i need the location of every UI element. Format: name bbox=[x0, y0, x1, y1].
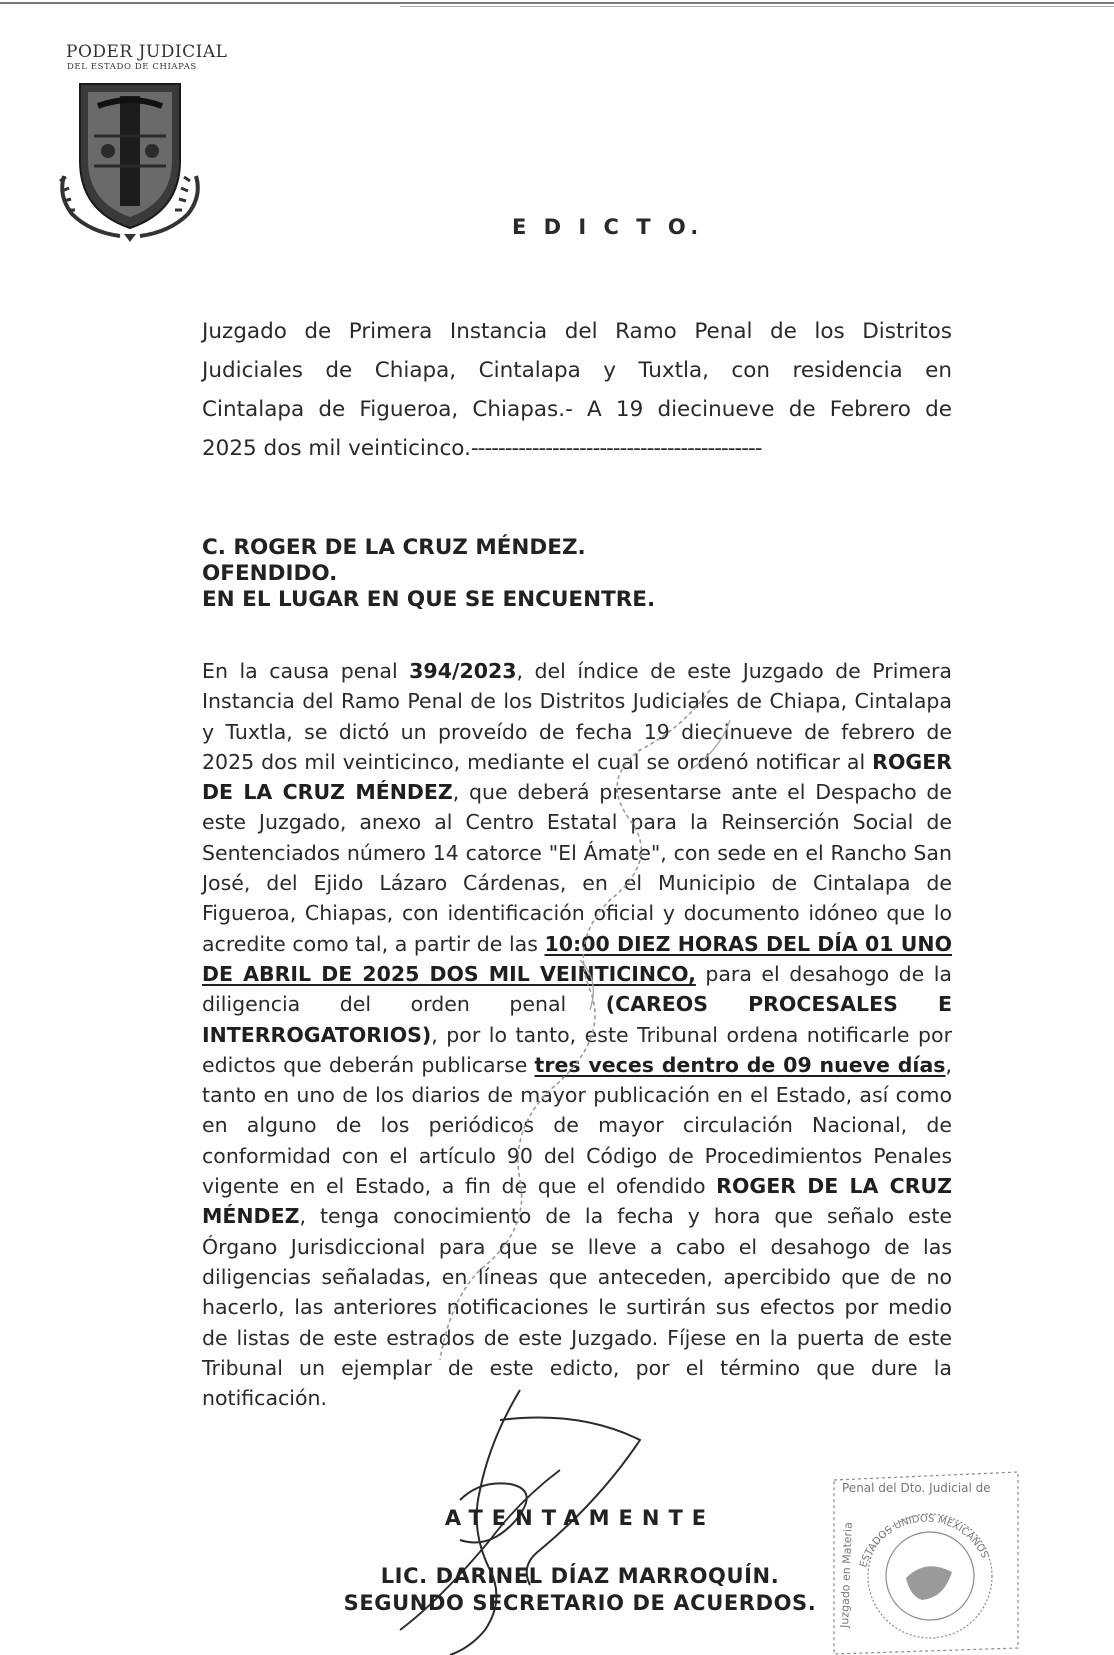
page-top-edge-line bbox=[400, 6, 1114, 7]
stamp-top-text: Penal del Dto. Judicial de bbox=[842, 1481, 991, 1495]
heading-dashes: ------------------------------------------- bbox=[470, 436, 762, 461]
page-top-edge bbox=[0, 2, 1114, 4]
logo-title: PODER JUDICIAL bbox=[66, 42, 228, 62]
signer-name: LIC. DARINEL DÍAZ MARROQUÍN. bbox=[380, 1564, 780, 1588]
body-text-3: , que deberá presentarse ante el Despacho de este Juzgado, anexo al Centro Estatal para la Reinserción Social de Sentenciados número 14 catorce "El Ámate", con sede en el Rancho San José, del Ejido Lázaro Cárdenas, en el Municipio de Cintalapa de Figueroa, Chiapas, con identificación oficial y documento idóneo que lo acredite como tal, a partir de las bbox=[202, 780, 952, 956]
addressee-name: C. ROGER DE LA CRUZ MÉNDEZ. bbox=[202, 535, 586, 560]
heading-line-2: Judiciales de Chiapa, Cintalapa y Tuxtla, con residencia en bbox=[202, 358, 952, 383]
court-heading bbox=[202, 312, 952, 468]
body-text-4: para el desahogo de la diligencia del orden penal bbox=[202, 961, 952, 1017]
heading-date: 2025 dos mil veinticinco. bbox=[202, 436, 471, 461]
svg-text:ESTADOS UNIDOS MEXICANOS bbox=[858, 1514, 990, 1569]
addressee-block bbox=[202, 535, 655, 613]
watermark-scribble bbox=[380, 660, 800, 1460]
body-text-1: En la causa penal bbox=[202, 659, 410, 683]
addressee-location: EN EL LUGAR EN QUE SE ENCUENTRE. bbox=[202, 587, 656, 612]
body-text-7: , tenga conocimiento de la fecha y hora que señalo este Órgano Jurisdiccional para que se lleve a cabo el desahogo de las diligencias señaladas, en líneas que anteceden, apercibido que de no hacerlo, las anteriores notificaciones le surtirán sus efectos por medio de listas de este estrados de este Juzgado. Fíjese en la puerta de este Tribunal un ejemplar de este edicto, por el término que dure la notificación. bbox=[202, 1204, 952, 1411]
body-text-6: , tanto en uno de los diarios de mayor publicación en el Estado, así como en alguno de los periódicos de mayor circulación Nacional, de conformidad con el artículo 90 del Código de Procedimientos Penales vigente en el Estado, a fin de que el ofendido bbox=[202, 1052, 953, 1199]
heading-line-1: Juzgado de Primera Instancia del Ramo Penal de los Distritos bbox=[202, 319, 952, 344]
body-text-5: , por lo tanto, este Tribunal ordena notificarle por edictos que deberán publicarse bbox=[202, 1022, 952, 1077]
document-title: E D I C T O. bbox=[512, 215, 704, 239]
eagle-emblem-icon bbox=[906, 1566, 952, 1600]
heading-line-4 bbox=[202, 429, 952, 468]
diligence-type: (CAREOS PROCESALES E INTERROGATORIOS) bbox=[202, 992, 952, 1047]
hearing-date: 10:00 DIEZ HORAS DEL DÍA 01 UNO DE ABRIL DE 2025 DOS MIL VEINTICINCO, bbox=[202, 931, 953, 986]
case-number: 394/2023 bbox=[409, 659, 517, 683]
stamp-side-text: Juzgado en Materia bbox=[838, 1521, 855, 1629]
coat-of-arms-icon bbox=[50, 76, 200, 246]
heading-line-3: Cintalapa de Figueroa, Chiapas.- A 19 diecinueve de Febrero de bbox=[202, 397, 952, 422]
body-text-2: , del índice de este Juzgado de Primera Instancia del Ramo Penal de los Distritos Judiciales de Chiapa, Cintalapa y Tuxtla, se dictó un proveído de fecha 19 diecinueve de febrero de 2025 dos mil veinticinco, mediante el cual se ordenó notificar al bbox=[202, 659, 952, 774]
logo-subtitle: DEL ESTADO DE CHIAPAS bbox=[67, 62, 197, 72]
signer-role: SEGUNDO SECRETARIO DE ACUERDOS. bbox=[343, 1591, 817, 1615]
poder-judicial-logo bbox=[40, 24, 228, 234]
stamp-ring-text: ESTADOS UNIDOS MEXICANOS bbox=[858, 1513, 991, 1569]
closing-salutation: ATENTAMENTE bbox=[444, 1506, 716, 1530]
offended-name-1: ROGER DE LA CRUZ MÉNDEZ bbox=[202, 749, 952, 805]
court-seal-stamp bbox=[826, 1468, 1026, 1655]
addressee-role: OFENDIDO. bbox=[202, 561, 338, 586]
offended-name-2: ROGER DE LA CRUZ MÉNDEZ bbox=[202, 1174, 952, 1229]
publication-period: tres veces dentro de 09 nueve días bbox=[534, 1052, 946, 1077]
